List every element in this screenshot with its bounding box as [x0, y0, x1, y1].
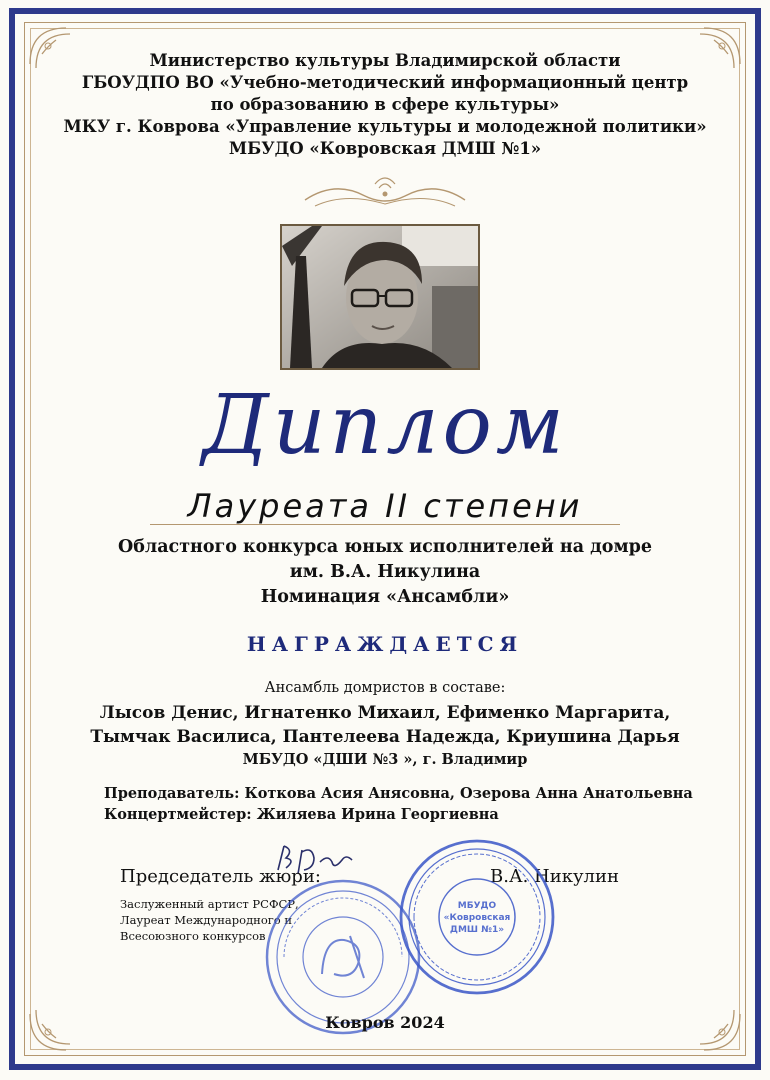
jury-title-1: Заслуженный артист РСФСР, — [120, 897, 299, 911]
award-word: НАГРАЖДАЕТСЯ — [246, 632, 524, 656]
recipients-names-1: Лысов Денис, Игнатенко Михаил, Ефименко Маргарита, — [99, 703, 671, 723]
diploma-subtitle: Лауреата II степени — [187, 487, 583, 525]
header-line-center-cont: по образованию в сфере культуры» — [210, 95, 560, 114]
accompanist-line: Концертмейстер: Жиляева Ирина Георгиевна — [104, 806, 499, 823]
teacher-line: Преподаватель: Коткова Асия Анясовна, Озерова Анна Анатольевна — [104, 785, 693, 802]
recipients-intro: Ансамбль домристов в составе: — [264, 680, 506, 696]
header-line-ministry: Министерство культуры Владимирской области — [149, 51, 621, 70]
seal-stamp-right-icon — [398, 838, 556, 996]
recipients-school: МБУДО «ДШИ №3 », г. Владимир — [242, 751, 528, 768]
jury-chair-name: В.А. Никулин — [490, 866, 619, 887]
diploma-title: Диплом — [202, 378, 568, 473]
title-divider — [150, 524, 620, 525]
header-line-center: ГБОУДПО ВО «Учебно-методический информационный центр — [81, 73, 689, 92]
nomination: Номинация «Ансамбли» — [260, 587, 510, 607]
jury-title-2: Лауреат Международного и — [120, 913, 293, 927]
header-line-school: МБУДО «Ковровская ДМШ №1» — [228, 139, 542, 158]
jury-label: Председатель жюри: — [120, 866, 321, 887]
portrait-photo — [280, 224, 480, 370]
stamp-center-line-3: ДМШ №1» — [449, 925, 505, 935]
stamp-center-line-2: «Ковровская — [443, 913, 511, 923]
recipients-names-2: Тымчак Василиса, Пантелеева Надежда, Криушина Дарья — [90, 727, 680, 747]
contest-name-cont: им. В.А. Никулина — [289, 562, 481, 582]
jury-title-3: Всесоюзного конкурсов — [120, 929, 266, 943]
contest-name: Областного конкурса юных исполнителей на домре — [117, 537, 653, 557]
stamp-center-line-1: МБУДО — [457, 901, 497, 911]
header-line-mku: МКУ г. Коврова «Управление культуры и молодежной политики» — [63, 117, 707, 136]
flourish-ornament-icon — [295, 170, 475, 214]
footer-city-year: Ковров 2024 — [325, 1013, 445, 1032]
